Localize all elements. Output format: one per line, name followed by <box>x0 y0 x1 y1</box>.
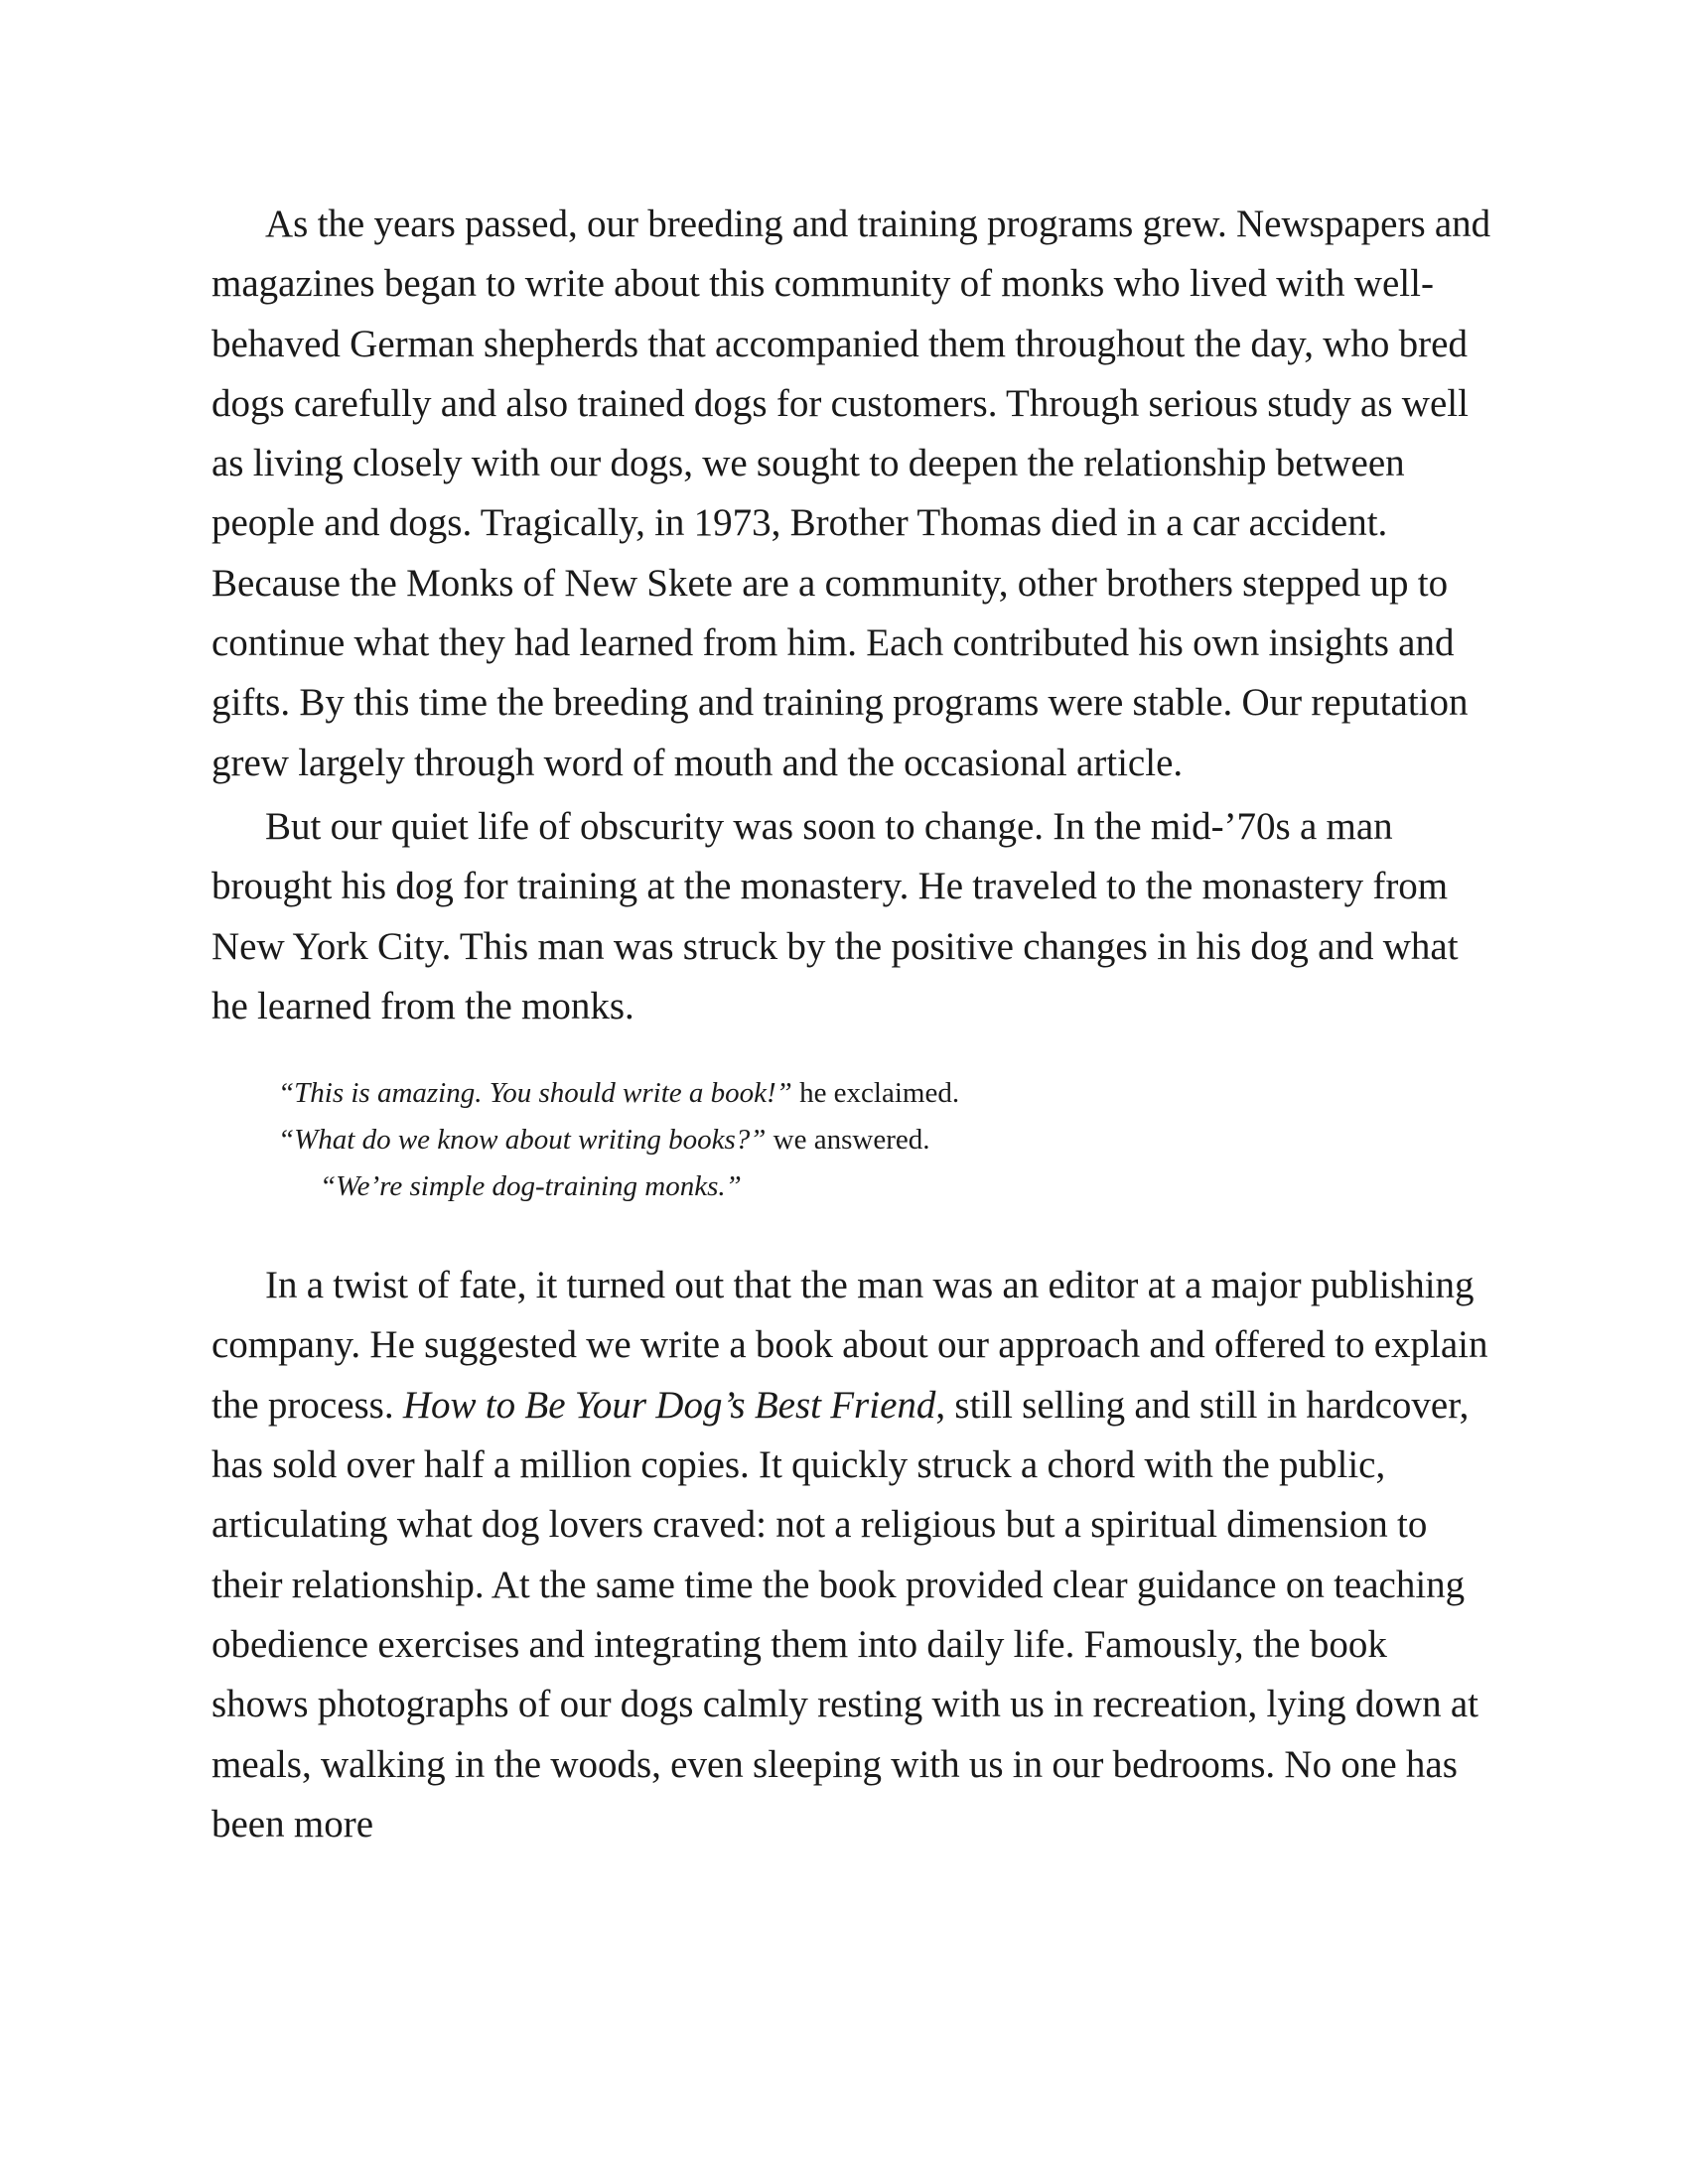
dialogue-block <box>278 1070 1492 1210</box>
dialogue-quote-3: “We’re simple dog-training monks.” <box>320 1170 742 1203</box>
dialogue-line-3 <box>278 1163 1492 1210</box>
paragraph-breeding-programs: As the years passed, our breeding and training programs grew. Newspapers and magazines began to write about this community of monks who lived with well-behaved German shepherds that accompanied them throughout the day, who bred dogs carefully and also trained dogs for customers. Through serious study as well as living closely with our dogs, we sought to deepen the relationship between people and dogs. Tragically, in 1973, Brother Thomas died in a car accident. Because the Monks of New Skete are a community, other brothers stepped up to continue what they had learned from him. Each contributed his own insights and gifts. By this time the breeding and training programs were stable. Our reputation grew largely through word of mouth and the occasional article. <box>211 203 1491 784</box>
dialogue-tag-2: we answered. <box>766 1124 930 1157</box>
dialogue-quote-2: “What do we know about writing books?” <box>278 1124 767 1157</box>
paragraph-book-publication <box>211 1256 1492 1854</box>
paragraph-book-text-after: , still selling and still in hardcover, has sold over half a million copies. It quickly struck a chord with the public, articulating what dog lovers craved: not a religious but a spiritual dimension to their relationship. At the same time the book provided clear guidance on teaching obedience exercises and integrating them into daily life. Famously, the book shows photographs of our dogs calmly resting with us in recreation, lying down at meals, walking in the woods, even sleeping with us in our bedrooms. No one has been more <box>211 1383 1478 1845</box>
dialogue-quote-1: “This is amazing. You should write a book!” <box>278 1077 792 1110</box>
paragraph-book-text-before: In a twist of fate, it turned out that the man was an editor at a major publishing company. He suggested we write a book about our approach and offered to explain the process. <box>211 1264 1488 1427</box>
dialogue-line-1 <box>278 1070 1492 1117</box>
paragraph-editor-visit: But our quiet life of obscurity was soon to change. In the mid-’70s a man brought his dog for training at the monastery. He traveled to the monastery from New York City. This man was struck by the positive changes in his dog and what he learned from the monks. <box>211 804 1459 1027</box>
dialogue-line-2 <box>278 1117 1492 1163</box>
page-body <box>211 195 1492 1854</box>
book-title: How to Be Your Dog’s Best Friend <box>402 1383 936 1427</box>
dialogue-tag-1: he exclaimed. <box>791 1077 960 1110</box>
